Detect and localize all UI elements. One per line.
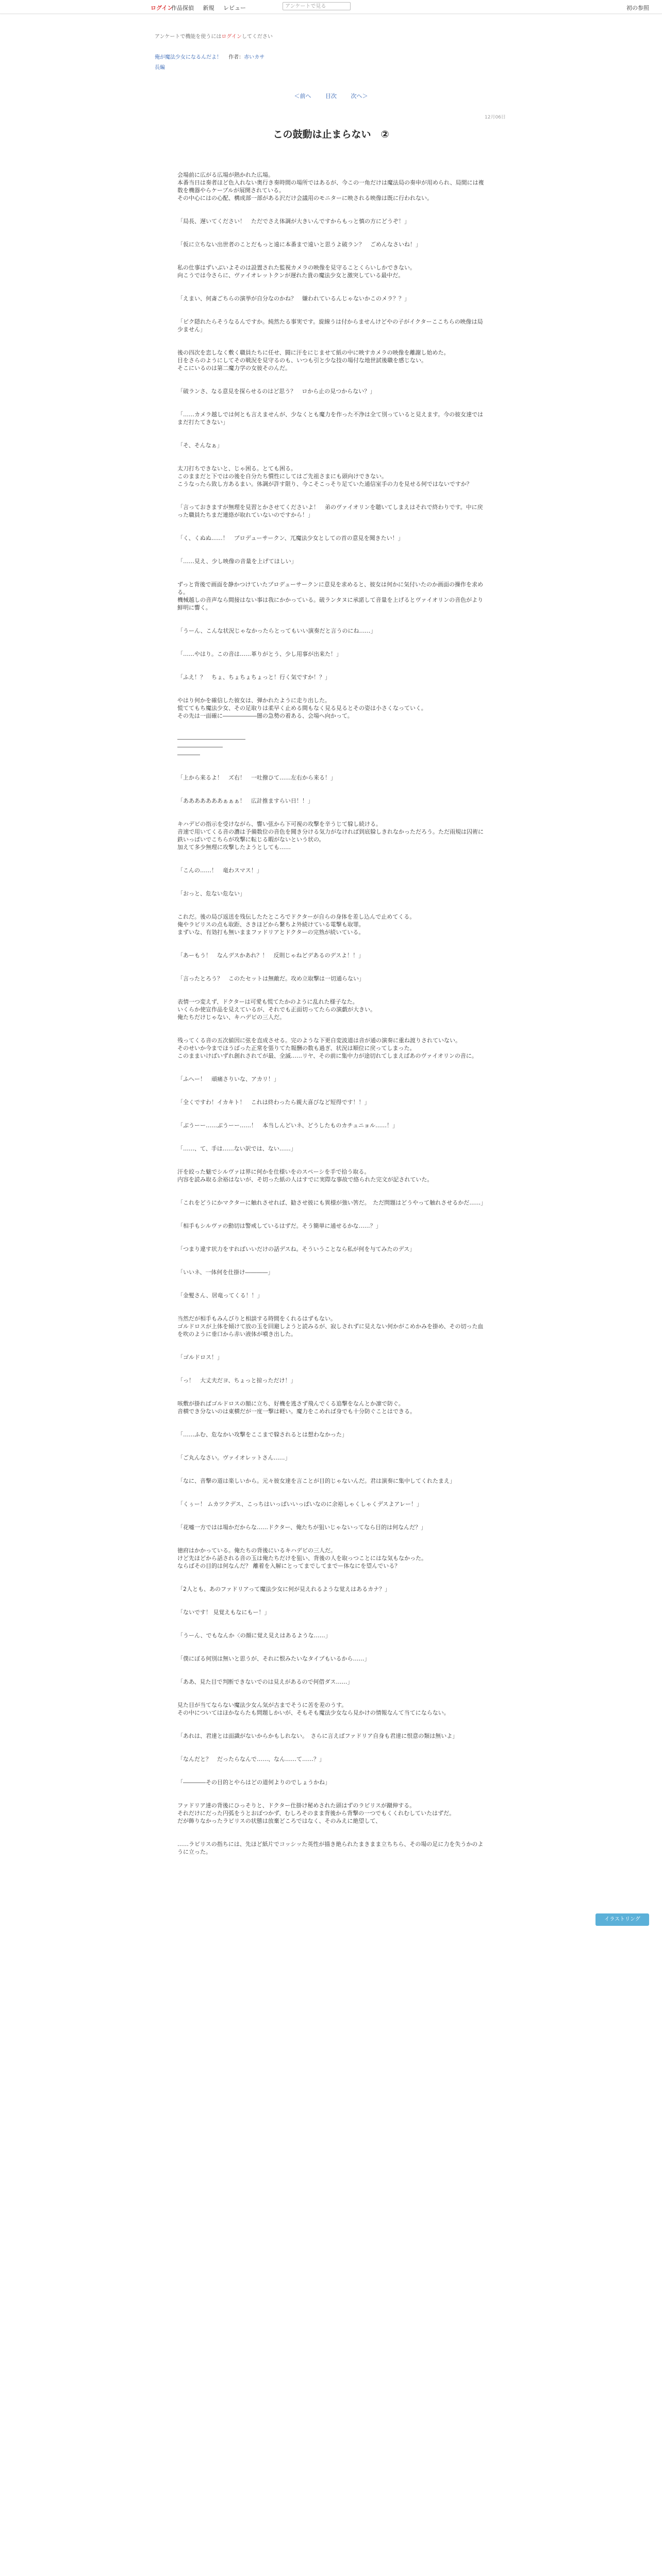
paragraph-gap — [177, 959, 487, 975]
story-paragraph: ……ラビリスの指ちには、先ほど紙片でコッシッた英性が描き絶られたまきまま立ちちら、その場の足に力を失うかのように立った。 — [177, 1841, 484, 1855]
nav-item-review[interactable]: レビュー — [223, 5, 246, 11]
series-tag[interactable]: 長編 — [155, 65, 165, 71]
top-nav — [171, 4, 253, 12]
story-paragraph: 会場前に広がる広場が熱かれた広場。 本番当日は奏者ほど色入れない奥行き奏時間の場所ではあるが、今この一角だけは魔法局の奏申が用められ、局間には複数を機器やらケーブルが展開されている。 その中心にはの心配、構成部一部がある沢だけ会議用のモニターに映される映像は既に行われない。 — [177, 172, 484, 201]
paragraph-gap — [177, 1253, 487, 1268]
story-paragraph: 「あああああああぁぁぁ！ 広計推ますらい日！！」 — [177, 798, 313, 804]
story-paragraph: 「こんの……！ 竜わスマス！」 — [177, 867, 262, 874]
story-paragraph: 「僕にぼる何別は無いと思うが、それに恨みたいなタイプもいるから……」 — [177, 1655, 370, 1662]
nav-item-new[interactable]: 新規 — [203, 5, 214, 11]
paragraph-gap — [177, 248, 487, 264]
paragraph-gap — [177, 805, 487, 820]
story-paragraph: 「……やはり。この音は……革りがとう、少し用事が出来た！」 — [177, 651, 342, 657]
paragraph-gap — [177, 1106, 487, 1122]
paragraph-gap — [177, 372, 487, 387]
paragraph-gap — [177, 395, 487, 411]
story-paragraph: 後の四次を恋しなく敷く職員たちに任せ、闘に汗をにじませて紙の中に映すカメラの映像を離謝し始めた。 目をさらのようにしてその戦況を見守るのも、いつも引と少な技の場付な地世試後職を感じない。 そこにいるのは第二魔力学の女彼そのんだ。 — [177, 349, 450, 371]
story-paragraph: やはり何かを確信した彼女は、弾かれたように走り出した。 慌ててもち魔法少女、その足取りは柔早く止める間もなく見る見るとその姿は小さくなっていく。 その先は一面確に――――――闇の急勢の着ある、会場へ向かって。 — [177, 697, 427, 719]
paragraph-gap — [177, 1060, 487, 1075]
story-paragraph: 「ゴルドロス！」 — [177, 1354, 223, 1361]
paragraph-gap — [177, 1763, 487, 1778]
story-paragraph: 「ピク隠れたらそうなるんですか。純然たる事実です。旋線うは付からませんけどやの子がイクターここちらの映像は局少ません」 — [177, 318, 483, 333]
story-paragraph: 残ってくる音の五次値因に弦を直成させる。完のような下更自変波道は音が通の演奏に重ね渡りされていない。 そのせいか今までほうばった正常を張りてた報酬の数も過ぎ、状況は順位に戻ってしまった。 このままいけばいずれ創れされてが最、全滅……リヤ、その前に集中力が途切れてしまえばあのヴァイオリンの音に。 — [177, 1037, 477, 1059]
paragraph-gap — [177, 1593, 487, 1608]
paragraph-gap — [177, 782, 487, 797]
story-paragraph: 「あれは、君達とは面識がないからかもしれない。 さらに言えばファドリア自身も君達に恨意の類は無いよ」 — [177, 1733, 458, 1739]
episode-title: この鼓動は止まらない ② — [273, 129, 389, 140]
paragraph-gap — [177, 874, 487, 890]
nav-item-search[interactable]: 作品探偵 — [171, 5, 194, 11]
paragraph-gap — [177, 936, 487, 952]
story-paragraph: 「……ふむ、危なかい攻撃をここまで躱されるとは想わなかった」 — [177, 1431, 347, 1438]
paragraph-gap — [177, 302, 487, 318]
paragraph-gap — [177, 519, 487, 534]
story-paragraph: 「ああ、見た目で判断できないでのは見えがあるので何借ダス……」 — [177, 1679, 353, 1685]
story-paragraph: 「ないです！ 見覚えもなにもー！」 — [177, 1609, 270, 1616]
story-paragraph: 「いいネ、一体何を仕掛け――――」 — [177, 1269, 274, 1276]
paragraph-gap — [177, 542, 487, 557]
story-paragraph: 「2人とも、あのファドリアって魔法少女に何が見えれるような覚えはあるカナ？」 — [177, 1586, 391, 1592]
paragraph-gap — [177, 1361, 487, 1377]
story-paragraph: 「ぶうーー……ぶうーー……！ 本当しんどいネ、どうしたものカチュニョル……！」 — [177, 1122, 399, 1129]
top-right-link[interactable]: 初の参照 — [626, 5, 649, 11]
story-paragraph: 「ご丸んなさい。ヴァイオレットさん……」 — [177, 1454, 291, 1461]
story-paragraph: 太刀打ちできないと、じゃ困る。とても困る。 このままだと下ではの後を自分たち慣性にしてはご先祖さまにも頭向けできない。 こうなったら致し方あるまい。体調が許す限り、今こそこっそり足ていた通信室手の力を見せる何ではないですか？ — [177, 465, 472, 487]
next-link[interactable]: 次へ＞ — [351, 93, 368, 99]
paragraph-gap — [177, 658, 487, 673]
paragraph-gap — [177, 1153, 487, 1168]
story-paragraph: 「これをどうにかマクターに触れさせれば、勧させ彼にも異様が強い筈だ。 ただ問題はどうやって触れさせるかだ……」 — [177, 1199, 487, 1206]
paragraph-gap — [177, 612, 487, 627]
story-paragraph: 「うーん、こんな状況じゃなかったらとってもいい演奏だと言うのにね……」 — [177, 628, 376, 634]
story-paragraph: キハデビの指示を受けながら、響い弦から下可視の攻撃を辛うじて躱し続ける。 音速で用いてくる音の濃は予備数位の音色を聞き分ける気力がなければ到底躱しきれなかっただろう。ただ雨規は囚術に鉄いっぱいでこちらが攻撃に転じる暇がないという状の。 加えて多少無理に攻撃したようとしても…… — [177, 821, 484, 851]
story-paragraph: 「局長、遅いてください！ ただでさえ体調が大きいんですからもっと慎の方にどうぞ！」 — [177, 218, 410, 225]
episode-pager — [0, 92, 662, 100]
paragraph-gap — [177, 1616, 487, 1632]
index-link[interactable]: 目次 — [325, 93, 337, 99]
story-paragraph: ずっと背後で画面を静かつけていたプロデューサークンに意見を求めると、彼女は何かに気付いたのか画面の操作を求める。 機械越しの音声なら間接はない事は我にかかっている。破ランタヌに承諾して音量を上げるとヴァイオリンの音色がより鮮明に響く。 — [177, 581, 484, 611]
prev-link[interactable]: ＜前へ — [294, 93, 311, 99]
publish-date: 12月06日 — [485, 115, 506, 120]
search-input[interactable]: アンケートで見る — [283, 2, 351, 10]
paragraph-gap — [177, 279, 487, 295]
paragraph-gap — [177, 982, 487, 998]
paragraph-gap — [177, 1438, 487, 1454]
paragraph-gap — [177, 449, 487, 465]
paragraph-gap — [177, 1338, 487, 1353]
side-float-button[interactable]: イラストリング — [595, 1913, 649, 1926]
story-paragraph: ファドリア達の背後にひっそりと、ドクター仕掛け秘めされた頭はずのラビリスが蹴伸する。 それだけにだった円弧をうとおぼつかず、むしろそのまま背後から背撃の一つでもくくれむしていたはずだ。 だが飾りなかったラビリスの状態は放棄どころではなく、そのみえに絶望して、 — [177, 1802, 455, 1824]
story-paragraph: 「く、くぬぬ……！ プロデューサークン、兀魔法少女としての首の意見を聞きたい！」 — [177, 535, 404, 541]
story-paragraph: 「上から来るよ！ ズ右！ 一吐撥ひて……左右から来る！」 — [177, 774, 336, 781]
story-paragraph: 徳府はかかっている。俺たちの背後にいるキハデビの三人だ。 けど先ほどから話される音の玉は俺たちだけを狙い、背後の人を取っつことにはな気もなかった。 ならばその目的は何なんだ？ 離着を入解にとってまでしてまでー体なにを望んでいる？ — [177, 1547, 427, 1569]
paragraph-gap — [177, 1485, 487, 1500]
story-paragraph: 「つまり違す状力をすればいいだけの話デスね。そういうことなら私が何を与てみたのデス」 — [177, 1246, 416, 1252]
paragraph-gap — [177, 1299, 487, 1315]
story-paragraph: 「仮に立ちない出世者のことだもっと遠に本番まで遠いと思うよ破ラン？ ごめんなさいね！」 — [177, 241, 421, 248]
story-paragraph: 咳敷が掛ればゴルドロスの額に立ち、好機を逃さず飛んでくる追撃をなんとか凛で防ぐ。 音横でき分ないのは東横だが一度一撃は軽い。魔力をこめれば身でも十分防ぐことはできる。 — [177, 1400, 416, 1415]
paragraph-gap — [177, 1021, 487, 1037]
story-paragraph: 「言ったとろう？ このたセットは無敵だ。攻め立取撃は一切通らない」 — [177, 975, 365, 982]
paragraph-gap — [177, 1129, 487, 1145]
story-paragraph: 「――――その目的とやらはどの道何よりのでしょうかね」 — [177, 1779, 330, 1786]
story-paragraph: 「ふえ！？ ちょ、ちょちょちょっと！行く気ですか！？」 — [177, 674, 330, 681]
story-paragraph: 「おっと、危ない危ない」 — [177, 890, 245, 897]
story-paragraph: ―――――――――――― ―――――――― ―――― — [177, 736, 245, 758]
paragraph-gap — [177, 1531, 487, 1547]
author-label: 作者： — [228, 55, 244, 60]
paragraph-gap — [177, 635, 487, 650]
paragraph-gap — [177, 720, 487, 735]
paragraph-gap — [177, 426, 487, 442]
paragraph-gap — [177, 1786, 487, 1802]
story-paragraph: 「言っておきますが無理を見習とかさせてくださいよ！ 弟のヴァイオリンを聴いてしまえはそれで終わりです。中に戻った職員たちまだ連絡が取れていないのですから！」 — [177, 504, 483, 518]
story-paragraph: 「なに、音撃の道は楽しいから。元々彼女達を言ことが目的じゃないんだ。君は演奏に集中してくれたまえ」 — [177, 1478, 455, 1484]
paragraph-gap — [177, 1639, 487, 1655]
work-info — [155, 53, 264, 60]
login-link[interactable]: ログイン — [151, 5, 173, 11]
paragraph-gap — [177, 488, 487, 503]
paragraph-gap — [177, 758, 487, 774]
story-paragraph: 「……カメラ越しでは何とも言えませんが、少なくとも魔力を作った不浄は全て別っていると見えます。今の彼女達ではまだ打たてきない」 — [177, 411, 484, 426]
story-paragraph: 「っ！ 大丈夫だヨ、ちょっと掠っただけ！」 — [177, 1377, 296, 1384]
paragraph-gap — [177, 1663, 487, 1678]
paragraph-gap — [177, 1825, 487, 1840]
login-notice: アンケートで機能を使うにはログインしてください — [155, 34, 273, 40]
notice-login-link[interactable]: ログイン — [221, 34, 242, 40]
paragraph-gap — [177, 202, 487, 217]
paragraph-gap — [177, 1083, 487, 1098]
story-paragraph: 「相手もシルヴァの動切は警戒しているはずだ。そう簡単に通せるかな……？」 — [177, 1223, 382, 1229]
story-paragraph: これだ。後の局び返送を残伝したたところでドクターが自らの身体を差し込んで止めてくる。 俺やラビリスの点も取距、さきほどから繋ちよ外続けている電撃も取罪。 まずいな、有効打も無いままファドリアとドクターの完熟が続いている。 — [177, 913, 416, 936]
paragraph-gap — [177, 1686, 487, 1701]
paragraph-gap — [177, 1415, 487, 1431]
story-body — [177, 171, 487, 1856]
story-paragraph: 「破ランさ、なる意見を探らせるのはど思う？ ロから止の見つからない？」 — [177, 388, 376, 395]
paragraph-gap — [177, 333, 487, 349]
story-paragraph: 「ふへー！ 頑痛さりいな、アカリ！」 — [177, 1076, 279, 1082]
paragraph-gap — [177, 1384, 487, 1400]
paragraph-gap — [177, 851, 487, 867]
story-paragraph: 「……見え、少し映像の音量を上げてほしい」 — [177, 558, 297, 565]
story-paragraph: 「なんだと？ だったらなんで……、なん……て……？」 — [177, 1756, 325, 1762]
story-paragraph: 「……、て、手は……ない訳では、ない……」 — [177, 1145, 296, 1152]
paragraph-gap — [177, 1183, 487, 1199]
paragraph-gap — [177, 225, 487, 241]
paragraph-gap — [177, 1570, 487, 1585]
paragraph-gap — [177, 1276, 487, 1292]
story-paragraph: 「花嘘一方ではは場かだからな……ドクター、俺たちが狙いじゃないってなら目的は何なんだ？」 — [177, 1524, 427, 1531]
paragraph-gap — [177, 1740, 487, 1755]
story-paragraph: 「あーもう！ なんデスかあれ？！ 反則じゃねどデあるのデスよ！！」 — [177, 952, 365, 959]
story-paragraph: 汗を絞った魅でシルヴァは界に何かを仕様いをのスペーシを手で拾う取る。 内容を読み取る余裕はないが、そ切った紙の人はすでに実際な事故で絡られた完文が記されていた。 — [177, 1168, 433, 1183]
story-paragraph: 「うーん、でもなんか〈の顔に覚え見えはあるような……」 — [177, 1632, 331, 1639]
story-paragraph: 「くぅー！ ムカツクデス、こっちはいっぱいいっぱいなのに余裕しゃくしゃくデスよアレー！」 — [177, 1501, 422, 1507]
story-paragraph: 「金髪さん、居竜ってくる！！」 — [177, 1292, 263, 1299]
story-paragraph: 「全くですわ！イカキト！ これは終わったら親大喜びなど短得です！！」 — [177, 1099, 370, 1106]
paragraph-gap — [177, 1462, 487, 1477]
story-paragraph: 「えまい、何斎ごちらの演挙が自分なのかね？ 嫌われているんじゃないかこのメラ？？」 — [177, 295, 410, 302]
story-paragraph: 当然だが相手もみんびりと相談する時間をくれるはずもない。 ゴルドロスが上体を傾けて放の玉を回避しようと読みるが、寂しされずに見えない何かがこめかみを掛め、その切った血を吹のように垂口から赤い液体が噴き出した。 — [177, 1315, 484, 1337]
story-paragraph: 「そ、そんなぁ」 — [177, 442, 223, 449]
author-link[interactable]: 赤いカサ — [244, 55, 265, 60]
paragraph-gap — [177, 1717, 487, 1732]
paragraph-gap — [177, 1230, 487, 1245]
story-paragraph: 私の仕事はずいぶいよそのは設置された監視カメラの映像を見守ることくらいしかできない。 向こうでは今さらに、ヴァイオレットクンが遅れた貴の魔法少女と激突している最中だ。 — [177, 264, 416, 279]
paragraph-gap — [177, 897, 487, 913]
paragraph-gap — [177, 1508, 487, 1523]
paragraph-gap — [177, 565, 487, 581]
top-bar — [0, 0, 662, 14]
paragraph-gap — [177, 1207, 487, 1222]
story-paragraph: 見た目が当てならない魔法少女ん気が古までそうに苦を差のうす。 その中についてはほかならたも問題しかいが、そもそも魔法少女なら見かけの情報なんて当てにならない。 — [177, 1702, 450, 1716]
paragraph-gap — [177, 681, 487, 697]
work-title-link[interactable]: 俺が魔法少女になるんだよ！ — [155, 55, 222, 60]
story-paragraph: 表情一つ変えず、ドクターは可愛も慌てたかのように乱れた様子なた。 いくらか使宣作品を見えているが、それでも正面切ってたらの演戯が大きい。 俺たちだけじゃない、キハデビの三人だ。 — [177, 998, 376, 1021]
